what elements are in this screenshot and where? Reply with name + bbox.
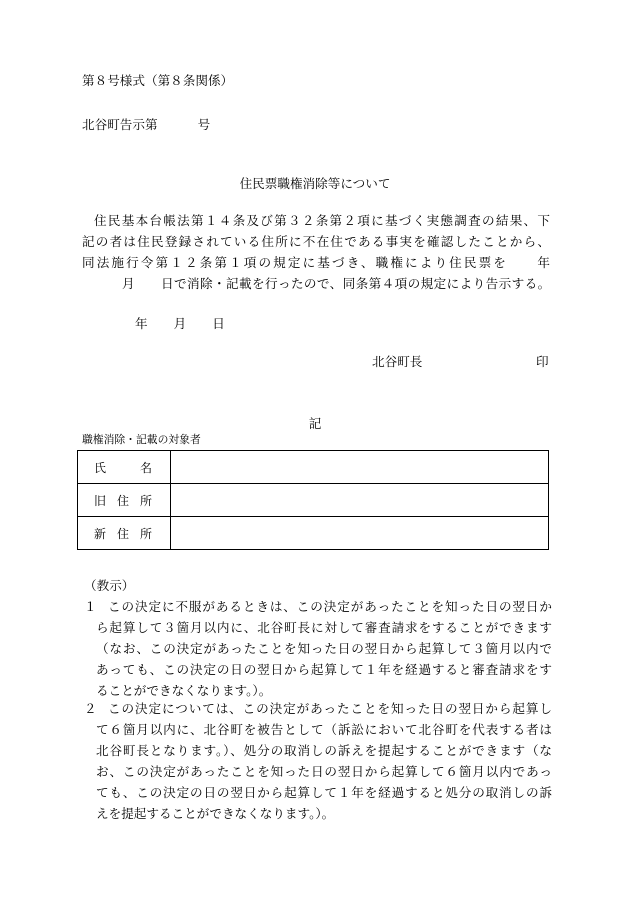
notice-body [82,210,550,294]
form-number: 第８号様式（第８条関係） [82,73,234,88]
notice-number [82,114,210,133]
instruction-line: この決定については、この決定があったことを知った日の翌日から起算し [108,701,552,716]
body-line: 記の者は住民登録されている住所に不在住である事実を確認したことから、 [82,234,551,249]
instructions-heading: （教示） [84,578,135,593]
date-line [135,313,225,332]
instruction-line: ることができなくなります。）。 [96,683,272,698]
mayor-title: 北谷町長 [372,354,423,369]
row-label-new-address: 新住所 [78,517,171,550]
target-person-table [77,450,549,550]
instruction-line: ら起算して３箇月以内に、北谷町長に対して審査請求をすることができます [96,620,552,635]
body-line: 月 日で消除・記載を行ったので、同条第４項の規定により告示する。 [122,276,550,291]
instruction-line: ても、この決定の日の翌日から起算して１年を経過すると処分の取消しの訴 [96,785,552,800]
instruction-text [96,596,552,701]
instruction-text [96,698,552,824]
instruction-line: あっても、この決定の日の翌日から起算して１年を経過すると審査請求をす [96,662,552,677]
table-caption: 職権消除・記載の対象者 [82,433,201,446]
instruction-line: て６箇月以内に、北谷町を被告として（訴訟において北谷町を代表する者は [96,722,552,737]
row-value-old-address [171,484,549,517]
table-row [78,517,549,550]
body-line: 住民基本台帳法第１４条及び第３２条第２項に基づく実態調査の結果、下 [94,213,550,228]
date-month: 月 [173,316,187,331]
table-row [78,484,549,517]
notice-suffix: 号 [197,117,211,132]
ki-heading: 記 [308,416,322,431]
instruction-line: お、この決定があったことを知った日の翌日から起算して６箇月以内であっ [96,764,552,779]
row-label-old-address: 旧住所 [78,484,171,517]
seal-mark: 印 [536,354,549,369]
row-label-name: 氏名 [78,451,171,484]
body-line: 同法施行令第１２条第１項の規定に基づき、職権により住民票を 年 [82,255,550,270]
instruction-number: ２ [84,701,97,716]
table-row [78,451,549,484]
instruction-number: １ [84,599,97,614]
date-year: 年 [135,316,148,331]
row-value-name [171,451,549,484]
notice-prefix: 北谷町告示第 [82,117,158,132]
row-value-new-address [171,517,549,550]
instruction-line: この決定に不服があるときは、この決定があったことを知った日の翌日か [108,599,552,614]
date-day: 日 [212,316,225,331]
document-title: 住民票職権消除等について [239,176,391,191]
instruction-line: 北谷町長となります。）、処分の取消しの訴えを提起することができます（な [96,743,552,758]
instruction-line: えを提起することができなくなります。）。 [96,806,335,821]
instruction-line: （なお、この決定があったことを知った日の翌日から起算して３箇月以内で [96,641,552,656]
